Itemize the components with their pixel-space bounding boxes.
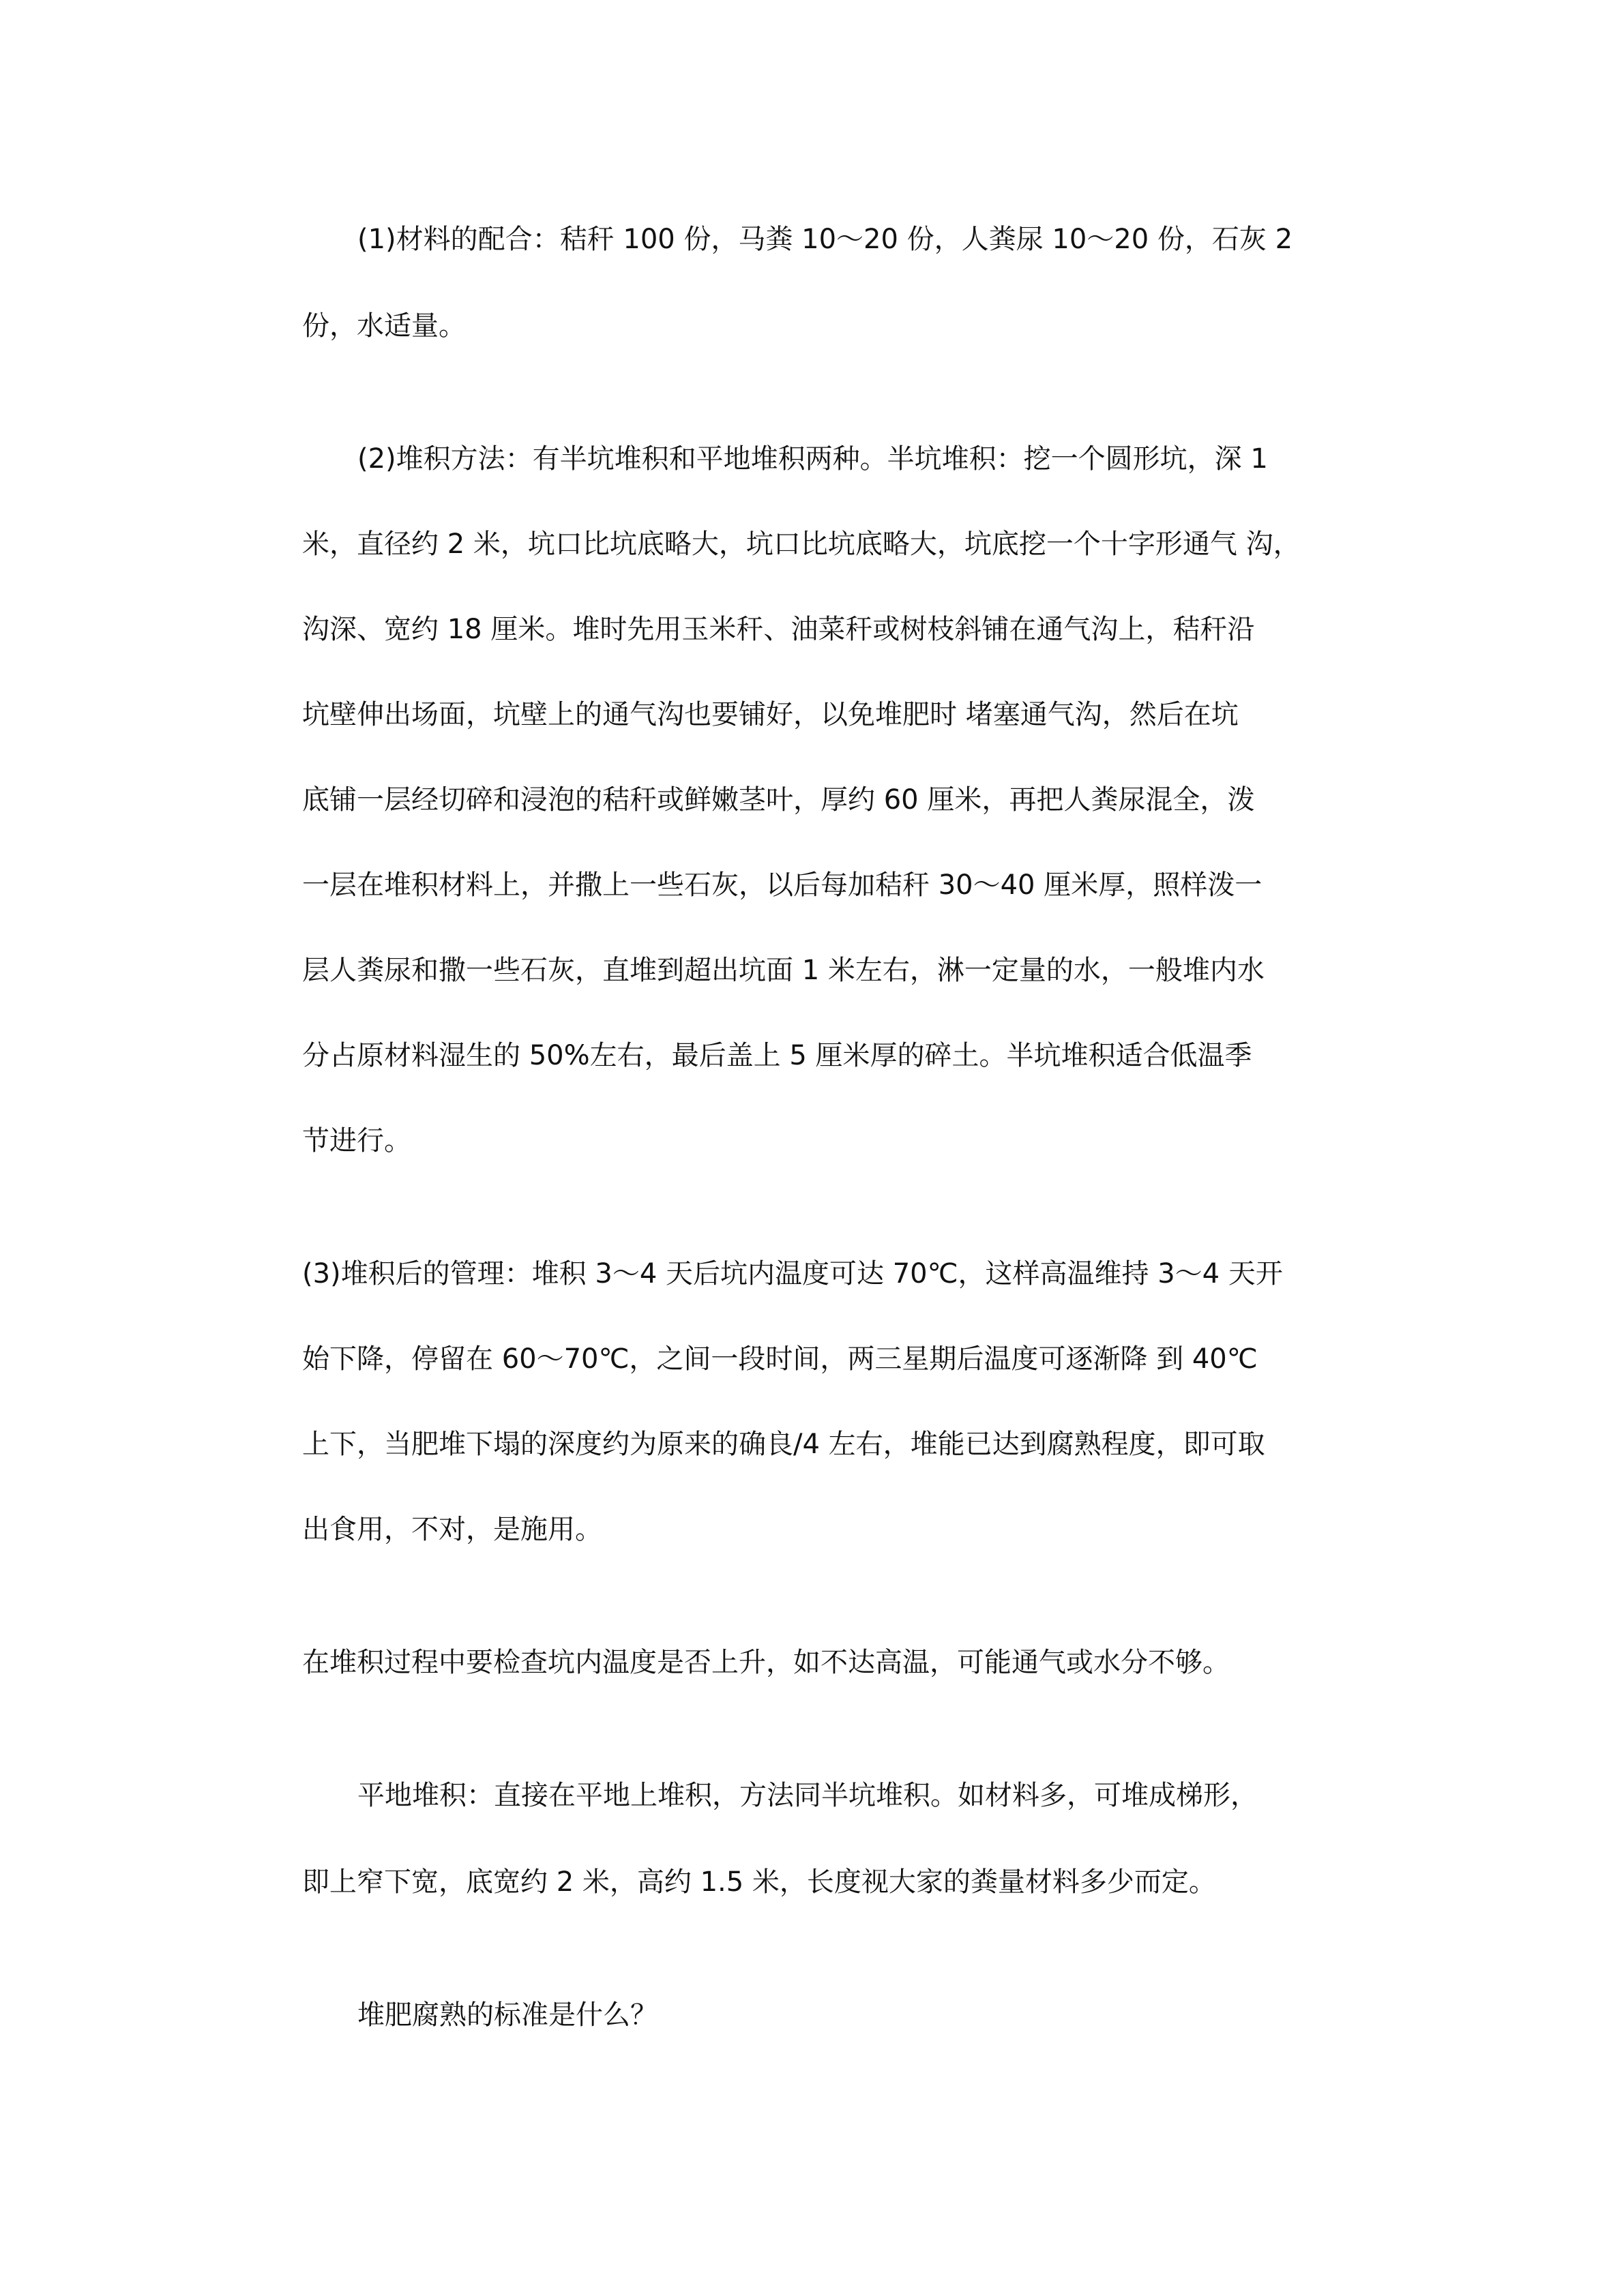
text-line: 层人粪尿和撒一些石灰，直堆到超出坑面 1 米左右，淋一定量的水，一般堆内水 bbox=[302, 955, 1265, 986]
text-line: 节进行。 bbox=[302, 1125, 411, 1157]
section-question: 堆肥腐熟的标准是什么？ bbox=[357, 1999, 658, 2031]
text-line: 在堆积过程中要检查坑内温度是否上升，如不达高温，可能通气或水分不够。 bbox=[302, 1647, 1230, 1678]
text-line: (1)材料的配合：秸秆 100 份，马粪 10～20 份，人粪尿 10～20 份，石灰 2 bbox=[357, 224, 1293, 255]
text-line: 分占原材料湿生的 50%左右，最后盖上 5 厘米厚的碎土。半坑堆积适合低温季 bbox=[302, 1040, 1252, 1071]
text-line: 一层在堆积材料上，并撒上一些石灰，以后每加秸秆 30～40 厘米厚，照样泼一 bbox=[302, 869, 1263, 901]
text-line: (2)堆积方法：有半坑堆积和平地堆积两种。半坑堆积：挖一个圆形坑，深 1 bbox=[357, 443, 1268, 475]
text-line: 米，直径约 2 米，坑口比坑底略大，坑口比坑底略大，坑底挖一个十字形通气 沟， bbox=[302, 528, 1301, 560]
text-line: 平地堆积：直接在平地上堆积，方法同半坑堆积。如材料多，可堆成梯形， bbox=[357, 1780, 1258, 1811]
text-line: 即上窄下宽，底宽约 2 米，高约 1.5 米，长度视大家的粪量材料多少而定。 bbox=[302, 1866, 1216, 1898]
text-line: (3)堆积后的管理：堆积 3～4 天后坑内温度可达 70℃，这样高温维持 3～4 天开 bbox=[302, 1258, 1283, 1289]
text-line: 出食用，不对，是施用。 bbox=[302, 1514, 602, 1545]
text-line: 始下降，停留在 60～70℃，之间一段时间，两三星期后温度可逐渐降 到 40℃ bbox=[302, 1343, 1258, 1375]
text-line: 份，水适量。 bbox=[302, 310, 466, 342]
text-line: 沟深、宽约 18 厘米。堆时先用玉米秆、油菜秆或树枝斜铺在通气沟上，秸秆沿 bbox=[302, 614, 1255, 645]
text-line: 坑壁伸出场面，坑壁上的通气沟也要铺好，以免堆肥时 堵塞通气沟，然后在坑 bbox=[302, 699, 1239, 730]
text-line: 上下，当肥堆下塌的深度约为原来的确良/4 左右，堆能已达到腐熟程度，即可取 bbox=[302, 1429, 1265, 1460]
text-line: 底铺一层经切碎和浸泡的秸秆或鲜嫩茎叶，厚约 60 厘米，再把人粪尿混全，泼 bbox=[302, 784, 1255, 816]
